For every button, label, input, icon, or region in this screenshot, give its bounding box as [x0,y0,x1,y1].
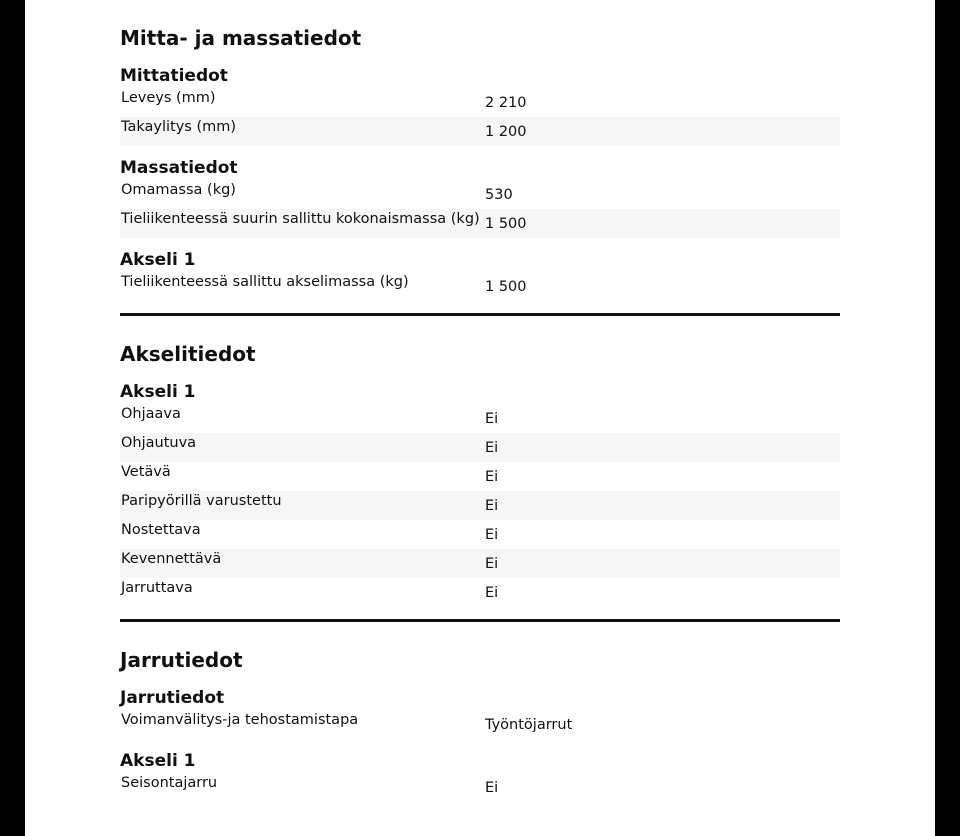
group-mittatiedot [120,64,840,146]
table-row [120,710,840,739]
table-row [120,404,840,433]
row-label: Voimanvälitys-ja tehostamistapa [121,712,359,728]
document-content [120,0,840,802]
row-label: Nostettava [121,522,201,538]
row-label: Paripyörillä varustettu [121,493,282,509]
document-page [25,0,935,836]
row-label: Ohjautuva [121,435,197,451]
row-label: Jarruttava [121,580,193,596]
table-row [120,180,840,209]
group-title: Mittatiedot [120,66,228,86]
row-label: Ohjaava [121,406,181,422]
row-label: Tieliikenteessä suurin sallittu kokonaismassa (kg) [121,211,480,227]
group-title: Akseli 1 [120,751,196,771]
row-value: 1 500 [485,216,527,232]
section-brakes [120,622,840,802]
group-massatiedot [120,156,840,238]
row-value: 1 200 [485,124,527,140]
table-row [120,549,840,578]
table-row [120,272,840,301]
table-row [120,520,840,549]
row-label: Omamassa (kg) [121,182,236,198]
row-value: Työntöjarrut [485,717,573,733]
table-row [120,433,840,462]
row-value: Ei [485,780,499,796]
group-akseli-1 [120,749,840,802]
table-row [120,209,840,238]
group-title: Akseli 1 [120,382,196,402]
row-label: Kevennettävä [121,551,222,567]
row-label: Leveys (mm) [121,90,216,106]
group-title: Jarrutiedot [120,688,225,708]
section-dimensions-masses [120,0,840,316]
group-title: Akseli 1 [120,250,196,270]
row-value: Ei [485,498,499,514]
section-title: Jarrutiedot [120,648,243,672]
row-value: Ei [485,440,499,456]
group-akseli-1 [120,380,840,607]
table-row [120,578,840,607]
row-value: 530 [485,187,513,203]
row-label: Takaylitys (mm) [121,119,237,135]
section-title: Akselitiedot [120,342,256,366]
row-label: Vetävä [121,464,171,480]
group-jarrutiedot [120,686,840,739]
table-row [120,773,840,802]
row-value: Ei [485,585,499,601]
group-title: Massatiedot [120,158,238,178]
row-value: 1 500 [485,279,527,295]
group-akseli-1 [120,248,840,301]
table-row [120,88,840,117]
section-axles [120,316,840,622]
table-row [120,462,840,491]
table-row [120,491,840,520]
row-value: Ei [485,469,499,485]
row-label: Tieliikenteessä sallittu akselimassa (kg) [121,274,409,290]
row-value: Ei [485,527,499,543]
section-title: Mitta- ja massatiedot [120,26,362,50]
row-value: Ei [485,556,499,572]
row-label: Seisontajarru [121,775,218,791]
row-value: 2 210 [485,95,527,111]
table-row [120,117,840,146]
row-value: Ei [485,411,499,427]
